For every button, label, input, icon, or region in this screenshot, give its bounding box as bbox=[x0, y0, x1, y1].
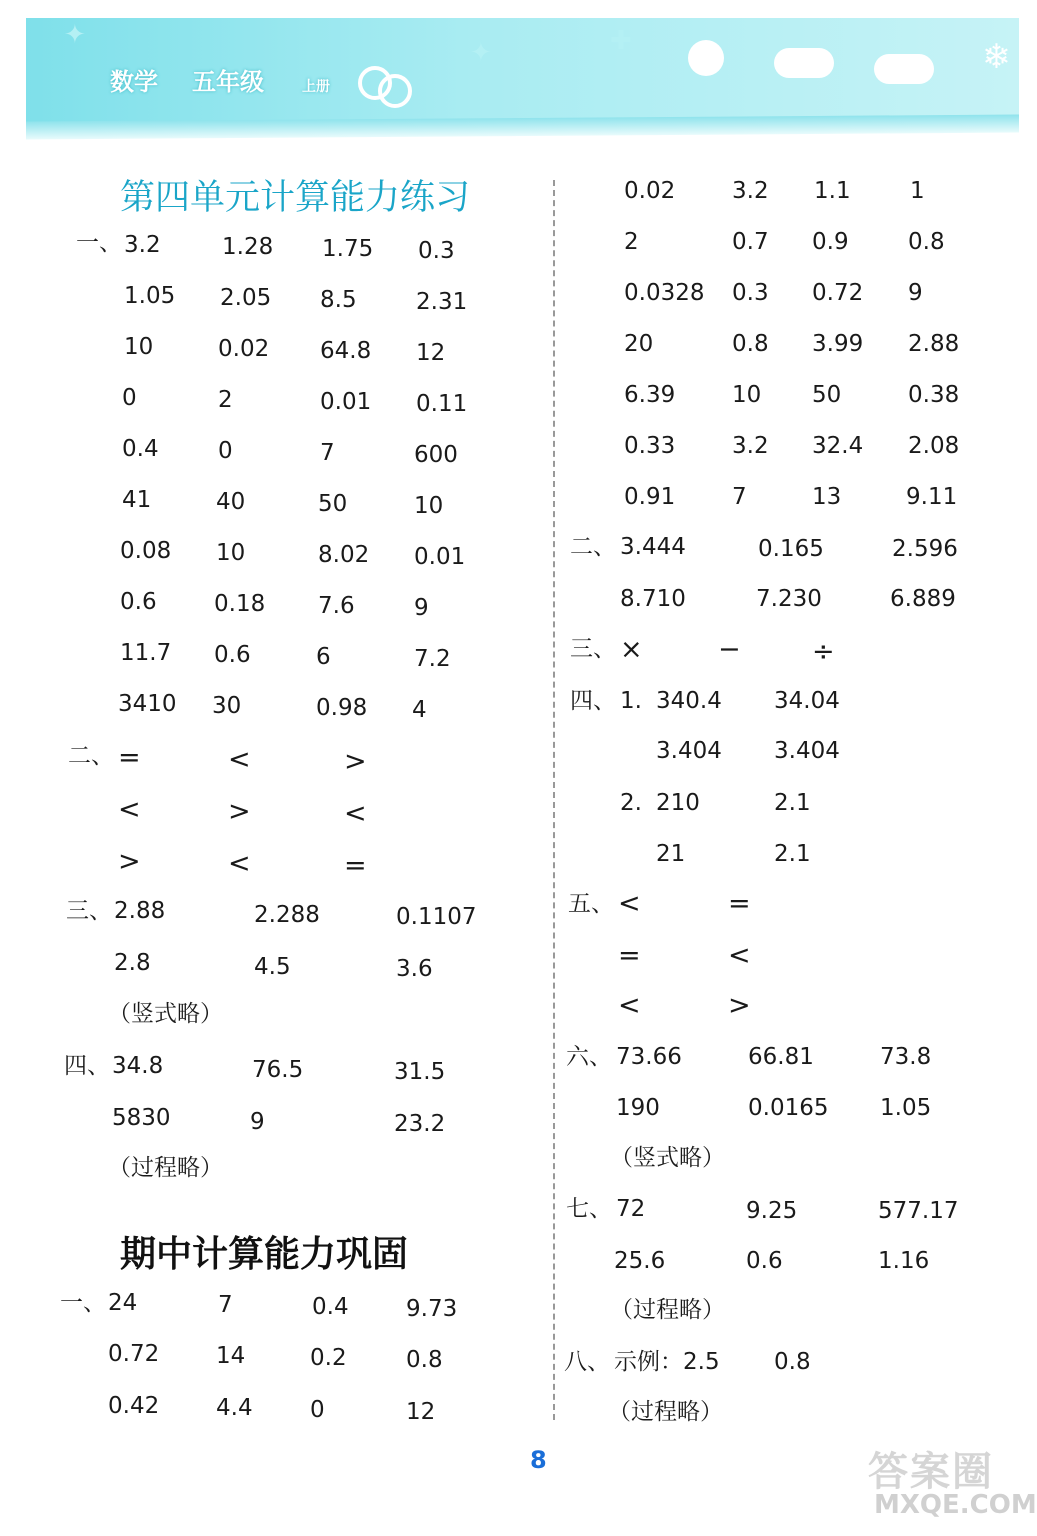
answer: 210 bbox=[656, 790, 700, 816]
answer: 7.230 bbox=[756, 586, 822, 612]
answer: 1.05 bbox=[124, 283, 176, 309]
answer: 2.05 bbox=[220, 285, 272, 311]
answer: 0.38 bbox=[908, 382, 960, 408]
answer: 0.8 bbox=[908, 229, 945, 255]
answer: 3.444 bbox=[620, 534, 686, 560]
answer: 14 bbox=[216, 1343, 246, 1369]
answer: 0.6 bbox=[746, 1248, 783, 1274]
answer: 0.6 bbox=[214, 642, 251, 668]
header-subject: 数学 bbox=[110, 68, 158, 96]
answer: 34.04 bbox=[774, 688, 840, 714]
answer: 72 bbox=[616, 1196, 646, 1222]
answer: 6.889 bbox=[890, 586, 956, 612]
answer: 0.4 bbox=[312, 1294, 349, 1320]
answer: 0.7 bbox=[732, 229, 769, 255]
answer: < bbox=[228, 848, 251, 879]
answer: 3.99 bbox=[812, 331, 864, 357]
answer: 12 bbox=[416, 340, 446, 366]
section-marker: 六、 bbox=[566, 1044, 612, 1070]
answer: < bbox=[344, 798, 367, 829]
header-grade: 五年级 bbox=[192, 68, 264, 96]
answer: 6.39 bbox=[624, 382, 676, 408]
answer: 0.0165 bbox=[748, 1095, 829, 1121]
answer: 0.165 bbox=[758, 536, 824, 562]
answer: = bbox=[618, 940, 641, 971]
note: （过程略） bbox=[608, 1399, 723, 1425]
note: （竖式略） bbox=[108, 1001, 223, 1027]
answer: < bbox=[618, 888, 641, 919]
answer: 0.1107 bbox=[396, 904, 477, 930]
answer: 2.596 bbox=[892, 536, 958, 562]
answer: 0.72 bbox=[108, 1341, 160, 1367]
answer: = bbox=[344, 850, 367, 881]
note: （过程略） bbox=[108, 1155, 223, 1181]
section-title: 期中计算能力巩固 bbox=[120, 1234, 409, 1275]
section-marker: 一、 bbox=[60, 1290, 106, 1316]
answer: 9 bbox=[414, 595, 429, 621]
answer: 0.11 bbox=[416, 391, 468, 417]
section-marker: 三、 bbox=[66, 898, 112, 924]
answer: 0 bbox=[310, 1397, 325, 1423]
answer: 66.81 bbox=[748, 1044, 814, 1070]
answer: 23.2 bbox=[394, 1111, 446, 1137]
section-title: 第四单元计算能力练习 bbox=[120, 178, 471, 218]
answer: 8.5 bbox=[320, 287, 357, 313]
answer: 0.02 bbox=[218, 336, 270, 362]
answer: 3.2 bbox=[732, 433, 769, 459]
answer: 12 bbox=[406, 1399, 436, 1425]
answer: 7.6 bbox=[318, 593, 355, 619]
answer: 10 bbox=[732, 382, 762, 408]
header-volume: 上册 bbox=[302, 79, 330, 95]
watermark-text: 答案圈 bbox=[868, 1449, 994, 1495]
answer: 0.3 bbox=[418, 238, 455, 264]
answer: 9.73 bbox=[406, 1296, 458, 1322]
answer: 20 bbox=[624, 331, 654, 357]
answer: 25.6 bbox=[614, 1248, 666, 1274]
answer: 9 bbox=[908, 280, 923, 306]
snowflake-icon: ❄ bbox=[982, 37, 1011, 77]
answer: 0.3 bbox=[732, 280, 769, 306]
answer: > bbox=[118, 846, 141, 877]
answer: 0.02 bbox=[624, 178, 676, 204]
answer: 9.11 bbox=[906, 484, 958, 510]
answer: 1.16 bbox=[878, 1248, 930, 1274]
logo-icon bbox=[358, 66, 412, 106]
answer: − bbox=[718, 634, 741, 665]
answer: 6 bbox=[316, 644, 331, 670]
answer: 7 bbox=[218, 1292, 233, 1318]
section-marker: 七、 bbox=[566, 1196, 612, 1222]
answer: 2.1 bbox=[774, 790, 811, 816]
plus-star-icon: ✚ bbox=[610, 26, 632, 56]
answer: 2 bbox=[218, 387, 233, 413]
answer: ÷ bbox=[812, 636, 835, 667]
answer: 0.8 bbox=[406, 1347, 443, 1373]
answer: 4.5 bbox=[254, 954, 291, 980]
answer: 0 bbox=[218, 438, 233, 464]
answer: 190 bbox=[616, 1095, 660, 1121]
answer: 5830 bbox=[112, 1105, 171, 1131]
answer: 2.88 bbox=[908, 331, 960, 357]
answer: 11.7 bbox=[120, 640, 172, 666]
answer: 2.08 bbox=[908, 433, 960, 459]
answer: 3410 bbox=[118, 691, 177, 717]
answer: 1.28 bbox=[222, 234, 274, 260]
answer: 10 bbox=[414, 493, 444, 519]
answer: 0.01 bbox=[414, 544, 466, 570]
note: （竖式略） bbox=[610, 1145, 725, 1171]
section-marker: 五、 bbox=[568, 891, 614, 917]
answer: 0.2 bbox=[310, 1345, 347, 1371]
answer: 0.91 bbox=[624, 484, 676, 510]
example-label: 示例：2.5 bbox=[614, 1349, 720, 1375]
answer: 9 bbox=[250, 1109, 265, 1135]
answer: 1 bbox=[910, 178, 925, 204]
answer: 0.08 bbox=[120, 538, 172, 564]
answer: 73.66 bbox=[616, 1044, 682, 1070]
answer: 0.42 bbox=[108, 1393, 160, 1419]
answer: 8.02 bbox=[318, 542, 370, 568]
answer: 3.404 bbox=[656, 738, 722, 764]
section-marker: 二、 bbox=[570, 534, 616, 560]
answer: = bbox=[118, 742, 141, 773]
answer: < bbox=[728, 940, 751, 971]
answer: 3.6 bbox=[396, 956, 433, 982]
sub-item-number: 1. bbox=[620, 688, 642, 714]
watermark-logo bbox=[868, 1440, 1037, 1530]
answer: 50 bbox=[318, 491, 348, 517]
answer: 7 bbox=[320, 440, 335, 466]
answer: 0.6 bbox=[120, 589, 157, 615]
answer: 4 bbox=[412, 697, 427, 723]
answer: 600 bbox=[414, 442, 458, 468]
answer: 340.4 bbox=[656, 688, 722, 714]
answer: 0.9 bbox=[812, 229, 849, 255]
answer: 4.4 bbox=[216, 1395, 253, 1421]
answer: 10 bbox=[124, 334, 154, 360]
answer: 3.2 bbox=[124, 232, 161, 258]
sub-item-number: 2. bbox=[620, 790, 642, 816]
answer: 2.288 bbox=[254, 902, 320, 928]
section-marker: 一、 bbox=[76, 230, 122, 256]
section-marker: 二、 bbox=[68, 743, 114, 769]
answer: 13 bbox=[812, 484, 842, 510]
answer: 0.4 bbox=[122, 436, 159, 462]
answer: 0.33 bbox=[624, 433, 676, 459]
answer: 34.8 bbox=[112, 1053, 164, 1079]
answer: = bbox=[728, 888, 751, 919]
answer: < bbox=[618, 990, 641, 1021]
answer: 50 bbox=[812, 382, 842, 408]
answer: 0.0328 bbox=[624, 280, 705, 306]
sun-icon bbox=[688, 40, 724, 76]
answer: 2 bbox=[624, 229, 639, 255]
answer: 32.4 bbox=[812, 433, 864, 459]
answer: 24 bbox=[108, 1290, 138, 1316]
answer: 2.1 bbox=[774, 841, 811, 867]
answer: 21 bbox=[656, 841, 686, 867]
answer: 41 bbox=[122, 487, 152, 513]
answer: 0.72 bbox=[812, 280, 864, 306]
note: （过程略） bbox=[610, 1297, 725, 1323]
answer: 0.98 bbox=[316, 695, 368, 721]
answer: 577.17 bbox=[878, 1198, 959, 1224]
section-marker: 八、 bbox=[564, 1349, 610, 1375]
answer: 7.2 bbox=[414, 646, 451, 672]
star-icon: ✦ bbox=[470, 38, 492, 68]
section-marker: 四、 bbox=[570, 688, 616, 714]
answer: 8.710 bbox=[620, 586, 686, 612]
answer: 73.8 bbox=[880, 1044, 932, 1070]
answer: × bbox=[620, 634, 643, 665]
answer: > bbox=[728, 990, 751, 1021]
answer: > bbox=[228, 796, 251, 827]
cloud-rain-icon bbox=[874, 54, 934, 84]
answer: 76.5 bbox=[252, 1057, 304, 1083]
page-number: 8 bbox=[530, 1446, 547, 1474]
answer: 2.31 bbox=[416, 289, 468, 315]
answer: 1.1 bbox=[814, 178, 851, 204]
header-banner bbox=[26, 18, 1019, 128]
column-divider bbox=[553, 180, 555, 1420]
answer: < bbox=[118, 794, 141, 825]
answer: 0 bbox=[122, 385, 137, 411]
section-marker: 四、 bbox=[64, 1053, 110, 1079]
answer: 1.75 bbox=[322, 236, 374, 262]
answer: > bbox=[344, 746, 367, 777]
answer: 64.8 bbox=[320, 338, 372, 364]
answer: 0.01 bbox=[320, 389, 372, 415]
answer: 0.8 bbox=[774, 1349, 811, 1375]
watermark-url: MXQE.COM bbox=[874, 1490, 1037, 1520]
answer: 31.5 bbox=[394, 1059, 446, 1085]
answer: 40 bbox=[216, 489, 246, 515]
answer: 9.25 bbox=[746, 1198, 798, 1224]
answer: 2.8 bbox=[114, 950, 151, 976]
answer: 3.404 bbox=[774, 738, 840, 764]
answer: 0.18 bbox=[214, 591, 266, 617]
answer: 10 bbox=[216, 540, 246, 566]
answer: < bbox=[228, 744, 251, 775]
answer: 2.88 bbox=[114, 898, 166, 924]
answer: 0.8 bbox=[732, 331, 769, 357]
cloud-icon bbox=[774, 48, 834, 78]
answer: 3.2 bbox=[732, 178, 769, 204]
answer: 30 bbox=[212, 693, 242, 719]
star-icon: ✦ bbox=[64, 20, 86, 50]
section-marker: 三、 bbox=[570, 636, 616, 662]
answer: 1.05 bbox=[880, 1095, 932, 1121]
answer: 7 bbox=[732, 484, 747, 510]
